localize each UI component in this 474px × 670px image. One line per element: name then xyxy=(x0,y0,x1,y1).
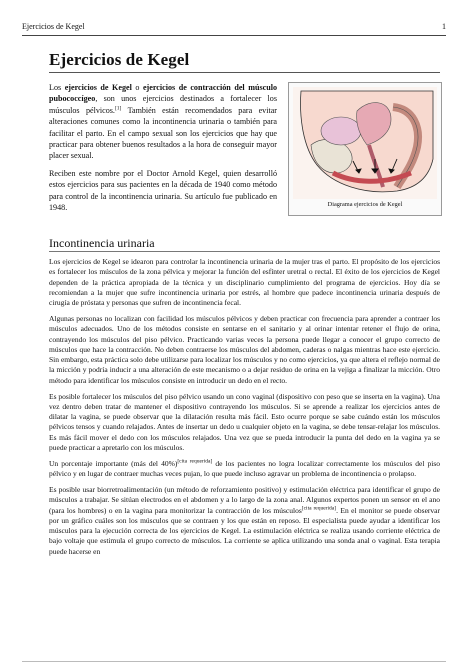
body-text: Es posible usar biorretroalimentación (un método de reforzamiento positivo) y estimulación eléctrica para identificar el grupo de músculos a trabajar. Se sitúan electrodos en el abdomen y a lo largo de la zona anal. Algunos expertos ponen un sensor en el ano (para los hombres) o en la vagina para monitorizar la contracción de los músculos xyxy=(49,484,440,515)
body-paragraph-2: Algunas personas no localizan con facilidad los músculos pélvicos y deben practicar con frecuencia para aprender a contraer los músculos adecuados. Uno de los métodos consiste en sentarse en el sanitario y al orinar intentar retener el flujo de orina, contrayendo los músculos del piso pélvico. Practicando varias veces la persona puede llegar a conocer el grupo correcto de músculos que hace la contracción. No deben contraerse los músculos del abdomen, caderas o nalgas mientras hace este ejercicio. Sin embargo, esta práctica solo debe utilizarse para localizar los músculos y no como ejercicios, ya que altera el reflejo normal de la micción y podría inducir a una alteración de este mecanismo o a dejar residuo de orina en la vejiga a finalizar la micción. Otro método para identificar los músculos consiste en introducir un dedo en el recto. xyxy=(49,313,440,385)
intro-paragraph-2: Reciben este nombre por el Doctor Arnold Kegel, quien desarrolló estos ejercicios para sus pacientes en la década de 1940 como método para control de la incontinencia urinaria. Su artículo fue publicado en 1948. xyxy=(49,168,277,213)
body-paragraph-5 xyxy=(49,485,440,557)
section-rule xyxy=(49,251,440,252)
title-rule xyxy=(49,72,440,73)
citation-needed-marker[interactable]: [cita requerida] xyxy=(301,505,337,512)
section-body xyxy=(49,257,440,563)
body-paragraph-3: Es posible fortalecer los músculos del piso pélvico usando un cono vaginal (dispositivo con peso que se inserta en la vagina). Una vez dentro deben tratar de mantener el dispositivo contrayendo los músculos. Si se aprende a realizar los ejercicios antes de dilatar la vagina, se puede observar que la dilatación resulta más fácil. Esto ocurre porque se sabe cuándo están los músculos pélvicos tensos y cuando relajados. Antes de insertar un dedo u cualquier objeto en la vagina, se debe tensar-relajar los músculos. Es más fácil mover el dedo con los músculos relajados. Una vez que se pueda introducir la punta del dedo en la vagina ya se puede practicar a apretarlo con los músculos. xyxy=(49,391,440,453)
header-doc-title: Ejercicios de Kegel xyxy=(22,22,85,31)
section-heading: Incontinencia urinaria xyxy=(49,236,155,250)
intro-text: o xyxy=(131,83,143,92)
reference-marker[interactable]: [1] xyxy=(114,105,122,112)
intro-bold-term: ejercicios de Kegel xyxy=(64,83,132,92)
body-text: . En el monitor se puede observar por un gráfico cuáles son los músculos que se contraen y los que están en reposo. El especialista puede ayudar a identificar los músculos para la ejecución correcta de los ejercicios de Kegel. La estimulación eléctrica se realiza usando corriente eléctrica de bajo voltaje que estimula el grupo correcto de músculos. La corriente se aplica utilizando una sonda anal o vaginal. Esta terapia puede hacerse en xyxy=(49,505,440,556)
figure-caption: Diagrama ejercicios de Kegel xyxy=(327,201,403,208)
intro-text: , son unos ejercicios destinados a fortalecer los músculos pélvicos. xyxy=(49,94,277,115)
running-header xyxy=(22,22,446,34)
page-title: Ejercicios de Kegel xyxy=(49,50,190,69)
footer-rule xyxy=(22,661,446,662)
intro-text: También están recomendados para evitar alteraciones comunes como la incontinencia urinaria o también para facilitar el parto. En el campo sexual son los ejercicios que hay que practicar para obtener buenos resultados a la hora de conseguir mayor placer sexual. xyxy=(49,105,277,161)
body-text: Un porcentaje importante (más del 40%) xyxy=(49,458,178,468)
body-paragraph-1: Los ejercicios de Kegel se idearon para controlar la incontinencia urinaria de la mujer tras el parto. El propósito de los ejercicios es fortalecer los músculos de la zona pélvica y mejorar la función del esfínter uretral o rectal. El éxito de los ejercicios de Kegel dependen de la práctica apropiada de la técnica y un disciplinario cumplimiento del programa de ejercicios. Hoy día se recomiendan a la mujer que sufre incontinencia urinaria por estrés, al hombre que padece incontinencia urinaria después de cirugía de próstata y personas que sufren de incontinencia fecal. xyxy=(49,257,440,308)
kegel-diagram-illustration xyxy=(293,87,437,199)
intro-text: Los xyxy=(49,83,65,92)
intro-bold-term: ejercicios de contracción del músculo pubococcígeo xyxy=(49,83,277,104)
header-page-number: 1 xyxy=(442,22,446,31)
citation-needed-marker[interactable]: [cita requerida] xyxy=(177,458,213,465)
figure-box xyxy=(288,82,442,216)
body-paragraph-4 xyxy=(49,459,440,480)
intro-paragraph-1 xyxy=(49,82,277,162)
intro-section xyxy=(49,82,277,219)
header-rule xyxy=(22,35,446,36)
body-text: de los pacientes no logra localizar correctamente los músculos del piso pélvico y en lugar de contraer muchas veces pujan, lo que puede incluso agravar un problema de incontinencia o prolapso. xyxy=(49,458,441,479)
